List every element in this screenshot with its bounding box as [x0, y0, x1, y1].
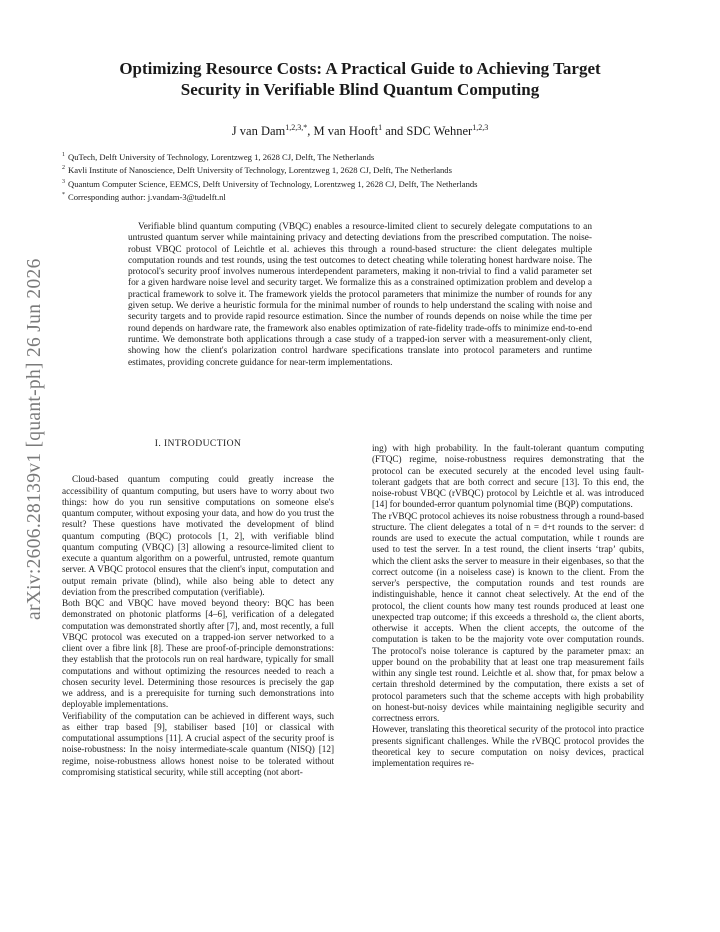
arxiv-identifier[interactable]: arXiv:2606.28139v1 [quant-ph] 26 Jun 2026 [24, 258, 45, 620]
affiliation-line [62, 163, 682, 176]
author-list [60, 123, 660, 139]
author-name: J van Dam [231, 124, 286, 139]
affiliation-email[interactable]: Corresponding author: j.vandam-3@tudelft.nl [68, 191, 226, 202]
affiliation-text: Kavli Institute of Nanoscience, Delft University of Technology, Lorentzweg 1, 2628 CJ, Delft, The Netherlands [68, 165, 452, 176]
title-line-2: Security in Verifiable Blind Quantum Computing [180, 80, 540, 99]
body-paragraph: The rVBQC protocol achieves its noise robustness through a round-based structure. The client delegates a total of n = d+t rounds to the server: d rounds are used to execute the actual computation, while t rounds are used to test the server. In a test round, the client inserts ‘trap’ qubits, which the client asks the server to measure in their eigenbases, so that the correct outcome (in a noiseless case) is known to the client. From the server's perspective, the computation rounds and test rounds are indistinguishable, hence it cannot cheat selectively. At the end of the protocol, the client counts how many test rounds produced at least one unexpected trap outcome; if this exceeds a threshold ω, the client aborts, otherwise it accepts. When the client accepts, the outcome of the computation is taken to be the majority vote over computation rounds. The protocol's noise tolerance is captured by the parameter pmax: an upper bound on the probability that at least one trap measurement fails within any single test round. Leichtle et al. show that, for pmax below a certain threshold determined by the computation, there exists a set of protocol parameters such that the scheme accepts with high probability on honest-but-noisy devices while maintaining negligible security and correctness errors. [372, 510, 644, 723]
section-heading: I. INTRODUCTION [154, 438, 242, 449]
affiliation-mark: 1 [62, 152, 65, 158]
affiliation-text: Quantum Computer Science, EEMCS, Delft University of Technology, Lorentzweg 1, 2628 CJ, Delft, The Netherlands [68, 178, 478, 189]
author-separator: , [307, 124, 314, 139]
author-name: SDC Wehner [406, 124, 473, 139]
author-separator: and [382, 124, 407, 139]
affiliation-line [62, 177, 682, 190]
left-column [62, 438, 334, 778]
body-paragraph: Verifiability of the computation can be achieved in different ways, such as either trap based [9], stabiliser based [10] or classical with computational assumptions [11]. A crucial aspect of the security proof is noise-robustness: In the noisy intermediate-scale quantum (NISQ) [12] regime, noise-robustness allows honest noise to be tolerated without compromising statistical security, while still accepting (not abort- [62, 710, 334, 777]
body-paragraph: However, translating this theoretical security of the protocol into practice presents significant challenges. While the rVBQC protocol provides the theoretical key to secure computation on noisy devices, practical implementation requires re- [372, 724, 644, 768]
abstract: Verifiable blind quantum computing (VBQC) enables a resource-limited client to securely delegate computations to an untrusted quantum server while maintaining privacy and detecting deviations from the prescribed computation. The noise-robust VBQC protocol of Leichtle et al. achieves this through a round-based structure: the client delegates multiple computation rounds and test rounds, using the test outcomes to detect cheating while tolerating honest hardware noise. The protocol's security proof involves numerous interdependent parameters, making it non-trivial to find a valid parameter set for a given hardware noise level and security target. We formalize this as a constrained optimization problem and develop a practical framework to solve it. The framework yields the protocol parameters that minimize the number of rounds for any given setup. We derive a heuristic formula for the minimal number of rounds to help understand the scaling with noise and security targets and to provide rapid resource estimation. Since the number of rounds depends on noise while the time per round depends on hardware rate, the framework also enables optimization of rate-fidelity trade-offs to minimize end-to-end runtime. We demonstrate both applications through a case study of a trapped-ion server with a measurement-only client, showing how the client's polarization control hardware specifications translate into protocol parameters and runtime estimates, providing concrete guidance for near-term implementations. [128, 222, 592, 368]
author-name: M van Hooft [313, 124, 379, 139]
paper-title [60, 58, 660, 100]
affiliation-mark: 3 [62, 178, 65, 185]
affiliation-mark: * [62, 192, 65, 199]
affiliation-line [62, 150, 682, 163]
author-affil-marks: 1,2,3,* [285, 123, 308, 132]
affiliations [62, 150, 682, 203]
affiliation-mark: 2 [62, 165, 65, 172]
affiliation-line [62, 190, 682, 203]
body-paragraph: Cloud-based quantum computing could greatly increase the accessibility of quantum computing, but users have to worry about two things: how do you run sensitive computations on someone else's quantum computer, without exposing your data, and how do you trust the result? These questions have motivated the development of blind quantum computing (BQC) protocols [1, 2], with verifiable blind quantum computing (VBQC) [3] allowing a resource-limited client to execute a quantum algorithm on a powerful, untrusted, remote quantum server. A VBQC protocol ensures that the client's input, computation and output remain private (blind), while also being able to detect any deviation from the prescribed computation (verifiable). [62, 474, 334, 597]
title-line-1: Optimizing Resource Costs: A Practical Guide to Achieving Target [119, 59, 601, 78]
right-column [372, 443, 644, 769]
body-paragraph: Both BQC and VBQC have moved beyond theory: BQC has been demonstrated on photonic platforms [4–6], verification of a delegated computation was demonstrated shortly after [7], and, most recently, a full VBQC protocol was executed on a trapped-ion server networked to a client over a fibre link [8]. These are proof-of-principle demonstrations: they establish that the protocols run on real hardware, typically for small computations and without optimizing the resources needed to reach a chosen security level. Determining those resources is precisely the gap we address, and is a prerequisite for turning such demonstrations into deployable implementations. [62, 598, 334, 710]
affiliation-text: QuTech, Delft University of Technology, Lorentzweg 1, 2628 CJ, Delft, The Netherlands [68, 151, 375, 162]
author-affil-marks: 1 [378, 123, 383, 132]
body-paragraph: ing) with high probability. In the fault-tolerant quantum computing (FTQC) regime, noise-robustness requires demonstrating that the protocol can be executed securely at the encoded level using fault-tolerant gadgets that are both correct and secure [13]. To this end, the noise-robust VBQC (rVBQC) protocol by Leichtle et al. was introduced [14] for bounded-error quantum polynomial time (BQP) computations. [372, 443, 644, 510]
author-affil-marks: 1,2,3 [472, 123, 489, 132]
